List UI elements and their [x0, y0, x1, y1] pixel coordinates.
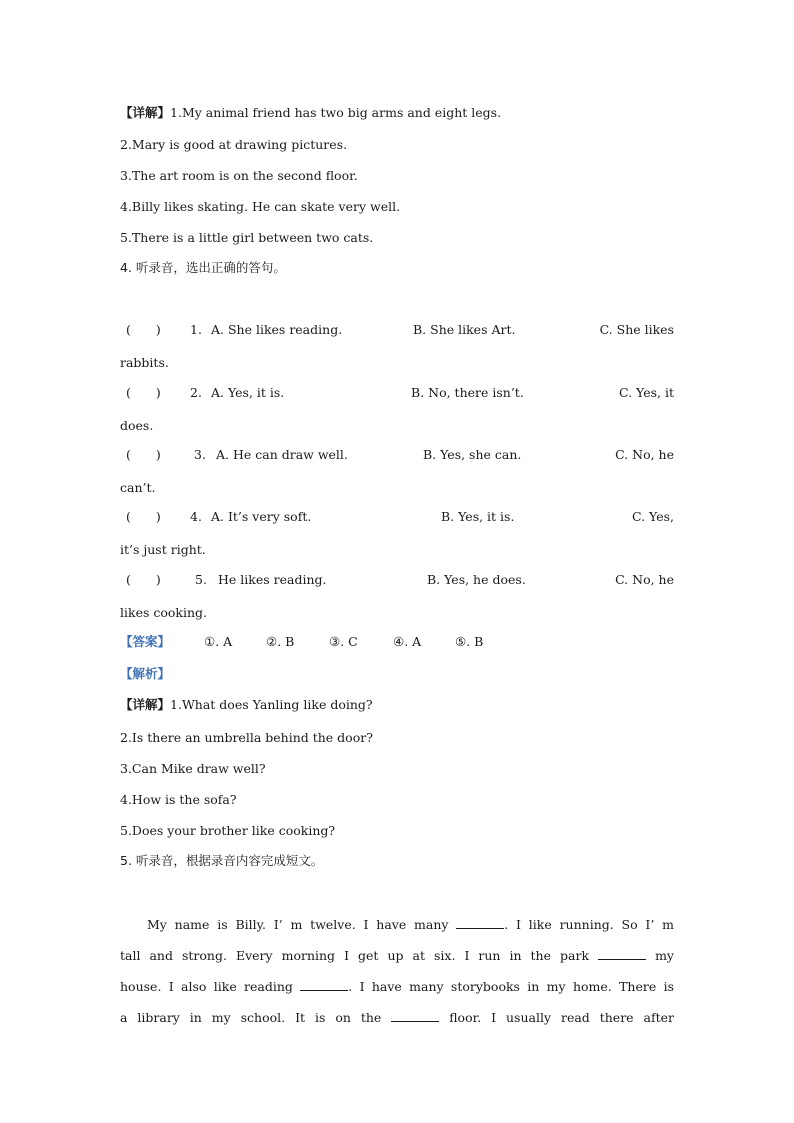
- question-number: 3.: [194, 447, 206, 462]
- passage-text: a library in my school. It is on the: [120, 1010, 382, 1025]
- section-heading: 5. 听录音，根据录音内容完成短文。: [120, 853, 324, 868]
- option-a: A. Yes, it is.: [211, 385, 285, 400]
- detail-line-2: 2.Mary is good at drawing pictures.: [120, 137, 348, 152]
- option-b: B. No, there isn’t.: [411, 385, 524, 400]
- detail-text: 1.What does Yanling like doing?: [170, 697, 373, 712]
- detail-line-4: 4.Billy likes skating. He can skate very well.: [120, 199, 401, 214]
- option-a: He likes reading.: [218, 572, 327, 587]
- analysis-tag: 【解析】: [120, 666, 171, 681]
- passage-text: floor. I usually read there after: [449, 1010, 674, 1025]
- detail-line-1: [120, 104, 501, 122]
- answer-5: ⑤. B: [455, 634, 484, 649]
- detail-line-5: 5.Does your brother like cooking?: [120, 823, 336, 838]
- answer-bracket: ( ): [126, 447, 161, 462]
- option-c-continued: can’t.: [120, 480, 156, 495]
- detail-line-4: 4.How is the sofa?: [120, 792, 237, 807]
- option-c: C. Yes, it: [618, 385, 674, 400]
- answer-1: ①. A: [204, 634, 233, 649]
- question-number: 1.: [190, 322, 202, 337]
- option-a: A. It’s very soft.: [211, 509, 312, 524]
- detail-line-5: 5.There is a little girl between two cats.: [120, 230, 374, 245]
- fill-blank-1[interactable]: [456, 916, 504, 929]
- option-b: B. Yes, he does.: [427, 572, 526, 587]
- answer-bracket: ( ): [126, 509, 161, 524]
- option-c-continued: it’s just right.: [120, 542, 206, 557]
- passage-line-2: [120, 947, 674, 965]
- answer-3: ③. C: [329, 634, 358, 649]
- passage-text: . I have many storybooks in my home. There is: [348, 979, 674, 994]
- detail-tag: 【详解】: [120, 697, 171, 712]
- option-c-continued: rabbits.: [120, 355, 169, 370]
- section-heading: 4. 听录音，选出正确的答句。: [120, 260, 286, 275]
- option-c: C. Yes,: [631, 509, 674, 524]
- option-b: B. She likes Art.: [413, 322, 516, 337]
- question-number: 2.: [190, 385, 202, 400]
- answer-2: ②. B: [266, 634, 295, 649]
- answer-tag: 【答案】: [120, 634, 171, 649]
- option-c-continued: likes cooking.: [120, 605, 208, 620]
- option-a: A. He can draw well.: [216, 447, 348, 462]
- passage-text: house. I also like reading: [120, 979, 293, 994]
- passage-text: my: [655, 948, 674, 963]
- answer-bracket: ( ): [126, 322, 161, 337]
- detail-line-2: 2.Is there an umbrella behind the door?: [120, 730, 373, 745]
- passage-text: My name is Billy. I’ m twelve. I have many: [147, 917, 449, 932]
- option-b: B. Yes, it is.: [441, 509, 515, 524]
- detail-line-1: [120, 696, 373, 714]
- passage-line-1: [120, 916, 674, 934]
- passage-line-3: [120, 978, 674, 996]
- answer-bracket: ( ): [126, 385, 161, 400]
- option-a: A. She likes reading.: [211, 322, 343, 337]
- detail-tag: 【详解】: [120, 105, 171, 120]
- question-number: 4.: [190, 509, 202, 524]
- fill-blank-3[interactable]: [300, 978, 348, 991]
- answer-bracket: ( ): [126, 572, 161, 587]
- passage-text: . I like running. So I’ m: [504, 917, 674, 932]
- question-number: 5.: [195, 572, 207, 587]
- detail-text: 1.My animal friend has two big arms and eight legs.: [170, 105, 502, 120]
- option-c: C. No, he: [615, 447, 674, 462]
- passage-text: tall and strong. Every morning I get up at six. I run in the park: [120, 948, 590, 963]
- option-c-continued: does.: [120, 418, 154, 433]
- fill-blank-2[interactable]: [598, 947, 646, 960]
- fill-blank-4[interactable]: [391, 1009, 439, 1022]
- answer-line: [120, 633, 484, 651]
- option-b: B. Yes, she can.: [423, 447, 522, 462]
- passage-line-4: [120, 1009, 674, 1027]
- detail-line-3: 3.The art room is on the second floor.: [120, 168, 358, 183]
- option-c: C. No, he: [615, 572, 674, 587]
- detail-line-3: 3.Can Mike draw well?: [120, 761, 266, 776]
- option-c: C. She likes: [599, 322, 674, 337]
- answer-4: ④. A: [393, 634, 422, 649]
